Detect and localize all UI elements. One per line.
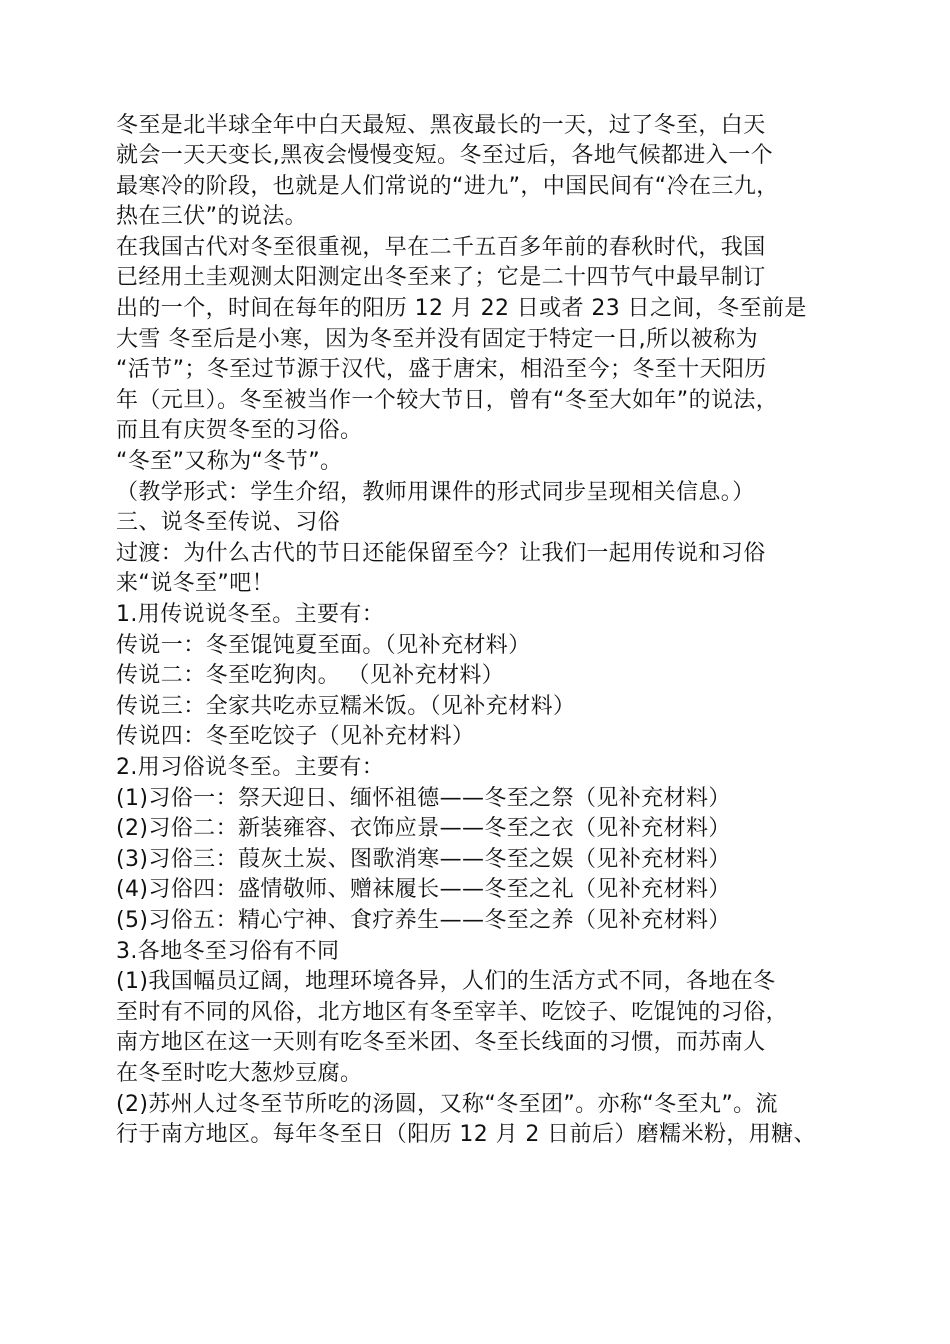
text-line: “冬至”又称为“冬节”。: [116, 449, 343, 474]
list-item: 传说三：全家共吃赤豆糯米饭。（见补充材料）: [116, 694, 576, 719]
list-item: 传说一：冬至馄饨夏至面。（见补充材料）: [116, 633, 531, 658]
text-line: 在我国古代对冬至很重视，早在二千五百多年前的春秋时代，我国: [116, 235, 766, 260]
text-line: 南方地区在这一天则有吃冬至米团、冬至长线面的习惯，而苏南人: [116, 1030, 766, 1055]
text-line: 行于南方地区。每年冬至日（阳历 12 月 2 日前后）磨糯米粉，用糖、: [116, 1122, 816, 1147]
text-line: 已经用土圭观测太阳测定出冬至来了；它是二十四节气中最早制订: [116, 265, 766, 290]
list-item: 传说二：冬至吃狗肉。 （见补充材料）: [116, 663, 505, 688]
section-heading: 三、说冬至传说、习俗: [116, 510, 341, 535]
text-line: 冬至是北半球全年中白天最短、黑夜最长的一天，过了冬至，白天: [116, 113, 766, 138]
text-line: 至时有不同的风俗，北方地区有冬至宰羊、吃饺子、吃馄饨的习俗，: [116, 1000, 789, 1025]
subheading: 2.用习俗说冬至。主要有：: [116, 755, 385, 780]
subheading: 1.用传说说冬至。主要有：: [116, 602, 385, 627]
list-item: (1)习俗一：祭天迎日、缅怀祖德——冬至之祭（见补充材料）: [116, 786, 731, 811]
text-line: 年（元旦）。冬至被当作一个较大节日，曾有“冬至大如年”的说法，: [116, 388, 779, 413]
subheading: 3.各地冬至习俗有不同: [116, 939, 340, 964]
text-line: （教学形式：学生介绍，教师用课件的形式同步呈现相关信息。）: [116, 480, 755, 505]
text-line: 就会一天天变长,黑夜会慢慢变短。冬至过后，各地气候都进入一个: [116, 143, 773, 168]
text-line: “活节”；冬至过节源于汉代，盛于唐宋，相沿至今；冬至十天阳历: [116, 357, 767, 382]
list-item: (2)习俗二：新装雍容、衣饰应景——冬至之衣（见补充材料）: [116, 816, 731, 841]
list-item: (5)习俗五：精心宁神、食疗养生——冬至之养（见补充材料）: [116, 908, 731, 933]
text-line: 最寒冷的阶段，也就是人们常说的“进九”，中国民间有“冷在三九，: [116, 174, 779, 199]
list-item: 传说四：冬至吃饺子（见补充材料）: [116, 724, 475, 749]
text-line: 出的一个，时间在每年的阳历 12 月 22 日或者 23 日之间，冬至前是: [116, 296, 807, 321]
list-item: (4)习俗四：盛情敬师、赠袜履长——冬至之礼（见补充材料）: [116, 877, 731, 902]
text-line: 大雪 冬至后是小寒，因为冬至并没有固定于特定一日,所以被称为: [116, 327, 758, 352]
list-item: (3)习俗三：葭灰土炭、图歌消寒——冬至之娱（见补充材料）: [116, 847, 731, 872]
text-line: 热在三伏”的说法。: [116, 204, 307, 229]
text-line: 来“说冬至”吧！: [116, 571, 274, 596]
text-line: 而且有庆贺冬至的习俗。: [116, 418, 363, 443]
text-line: (1)我国幅员辽阔，地理环境各异，人们的生活方式不同，各地在冬: [116, 969, 776, 994]
text-line: 过渡：为什么古代的节日还能保留至今？让我们一起用传说和习俗: [116, 541, 766, 566]
text-line: 在冬至时吃大葱炒豆腐。: [116, 1061, 363, 1086]
text-line: (2)苏州人过冬至节所吃的汤圆，又称“冬至团”。亦称“冬至丸”。流: [116, 1092, 778, 1117]
